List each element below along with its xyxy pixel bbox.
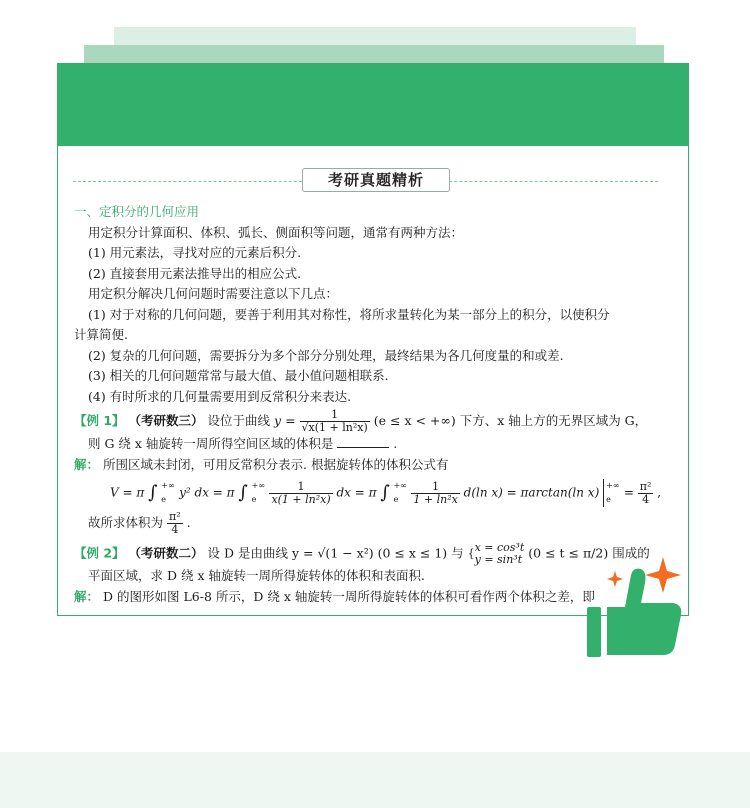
- integral-sign-icon: ∫: [380, 481, 390, 503]
- fraction-denominator: 1 + ln²x: [413, 492, 458, 506]
- example-2-text-a: 设 D 是由曲线 y = √(1 − x²) (0 ≤ x ≤ 1) 与: [207, 545, 464, 561]
- evaluation-bar: [603, 479, 620, 507]
- answer-fraction: [167, 511, 183, 536]
- answer-blank: [337, 435, 389, 448]
- card-header-band: [58, 64, 688, 146]
- upper-limit: +∞: [161, 481, 175, 490]
- section-title-row: [73, 168, 658, 192]
- thumb-cuff: [587, 607, 601, 657]
- example-1-source: （考研数三）: [128, 413, 204, 428]
- upper-limit: +∞: [251, 481, 265, 490]
- method-item: (1) 用元素法，寻找对应的元素后积分.: [88, 245, 302, 260]
- answer-period: .: [186, 515, 191, 530]
- example-1-fraction: [300, 409, 370, 434]
- header-tab-back: [114, 27, 636, 47]
- volume-equation: [74, 479, 678, 507]
- example-1-tag: 【例 1】: [74, 413, 125, 428]
- lower-limit: e: [161, 495, 167, 504]
- eq-equals: =: [623, 485, 634, 500]
- eval-upper: +∞: [606, 481, 620, 490]
- example-1-answer: [74, 511, 678, 536]
- lower-limit: e: [251, 495, 257, 504]
- example-1-curve: y =: [274, 413, 296, 428]
- example-2-range: (0 ≤ t ≤ π/2): [528, 545, 609, 561]
- example-1-text-b: 下方、x 轴上方的无界区域为 G，: [459, 413, 648, 428]
- example-2-text-b: 围成的: [612, 545, 650, 561]
- example-2-question: 平面区域，求 D 绕 x 轴旋转一周所得旋转体的体积和表面积.: [88, 568, 425, 583]
- thumb-hand: [607, 569, 681, 655]
- fraction-numerator: 1: [300, 409, 370, 422]
- section-title: 考研真题精析: [302, 168, 450, 192]
- fraction-denominator: x(1 + ln²x): [271, 492, 331, 506]
- solution-label: 解：: [74, 588, 100, 604]
- eq-v: V = π: [110, 485, 145, 500]
- example-1-period: .: [393, 436, 398, 451]
- eq-result-fraction: [638, 481, 654, 506]
- eq-term-3: d(ln x) = πarctan(ln x): [463, 485, 600, 500]
- example-1-line2: 则 G 绕 x 轴旋转一周所得空间区域的体积是: [88, 436, 334, 451]
- example-1-statement: [74, 409, 678, 434]
- intro-paragraph: 用定积分计算面积、体积、弧长、侧面积等问题，通常有两种方法：: [88, 224, 464, 240]
- fraction-denominator: 4: [171, 523, 179, 536]
- header-tab-middle: [84, 45, 664, 65]
- note-item: (2) 复杂的几何问题，需要拆分为多个部分分别处理，最终结果为各几何度量的和或差.: [88, 347, 564, 363]
- solution-text: D 的图形如图 L6-8 所示，D 绕 x 轴旋转一周所得旋转体的体积可看作两个体积之差，即: [103, 588, 595, 604]
- integral-limits: [394, 479, 408, 507]
- integral-limits: [252, 479, 266, 507]
- eq-term-2: dx = π: [336, 485, 377, 500]
- upper-limit: +∞: [393, 481, 407, 490]
- example-1-question: [74, 434, 678, 455]
- eq-fraction-2: [411, 481, 459, 506]
- solution-text: 所围区域未封闭，可用反常积分表示. 根据旋转体的体积公式有: [103, 456, 449, 472]
- example-1-solution: [74, 455, 678, 476]
- integral-sign-icon: ∫: [148, 481, 158, 503]
- note-item: (1) 对于对称的几何问题，要善于利用其对称性，将所求量转化为某一部分上的积分，以使积分: [88, 306, 610, 322]
- fraction-denominator: 4: [642, 492, 650, 506]
- example-2-tag: 【例 2】: [74, 545, 125, 561]
- solution-label: 解：: [74, 456, 100, 472]
- footer-band: [0, 752, 750, 808]
- fraction-numerator: π²: [169, 510, 181, 523]
- sub-heading: 一、定积分的几何应用: [74, 204, 200, 219]
- example-2-source: （考研数二）: [128, 545, 204, 561]
- lower-limit: e: [393, 495, 399, 504]
- integral-limits: [161, 479, 175, 507]
- note-item: (3) 相关的几何问题常常与最大值、最小值问题相联系.: [88, 368, 389, 383]
- notes-intro: 用定积分解决几何问题时需要注意以下几点：: [88, 286, 339, 301]
- thumbs-up-icon: [585, 545, 705, 660]
- system-line-1: x = cos³t: [474, 541, 525, 554]
- parametric-system: { x = cos³t y = sin³t: [467, 541, 525, 566]
- integral-sign-icon: ∫: [238, 481, 248, 503]
- example-1-range: (e ≤ x < +∞): [373, 413, 456, 428]
- content-card: [57, 63, 689, 616]
- fraction-numerator: π²: [639, 479, 652, 493]
- sparkle-icon: [607, 571, 623, 587]
- fraction-numerator: 1: [411, 481, 459, 494]
- answer-text: 故所求体积为: [88, 515, 164, 530]
- eval-lower: e: [606, 495, 611, 504]
- example-1-text-a: 设位于曲线: [207, 413, 271, 428]
- note-item: 计算简便.: [74, 327, 128, 342]
- note-item: (4) 有时所求的几何量需要用到反常积分来表达.: [88, 388, 352, 404]
- method-item: (2) 直接套用元素法推导出的相应公式.: [88, 265, 302, 281]
- eq-fraction-1: [269, 481, 332, 506]
- system-line-2: y = sin³t: [474, 553, 523, 566]
- fraction-denominator: √x(1 + ln²x): [301, 421, 368, 434]
- fraction-numerator: 1: [269, 481, 332, 494]
- eq-term-1: y² dx = π: [179, 485, 235, 500]
- eq-comma: ,: [657, 485, 662, 500]
- sparkle-icon: [645, 557, 681, 593]
